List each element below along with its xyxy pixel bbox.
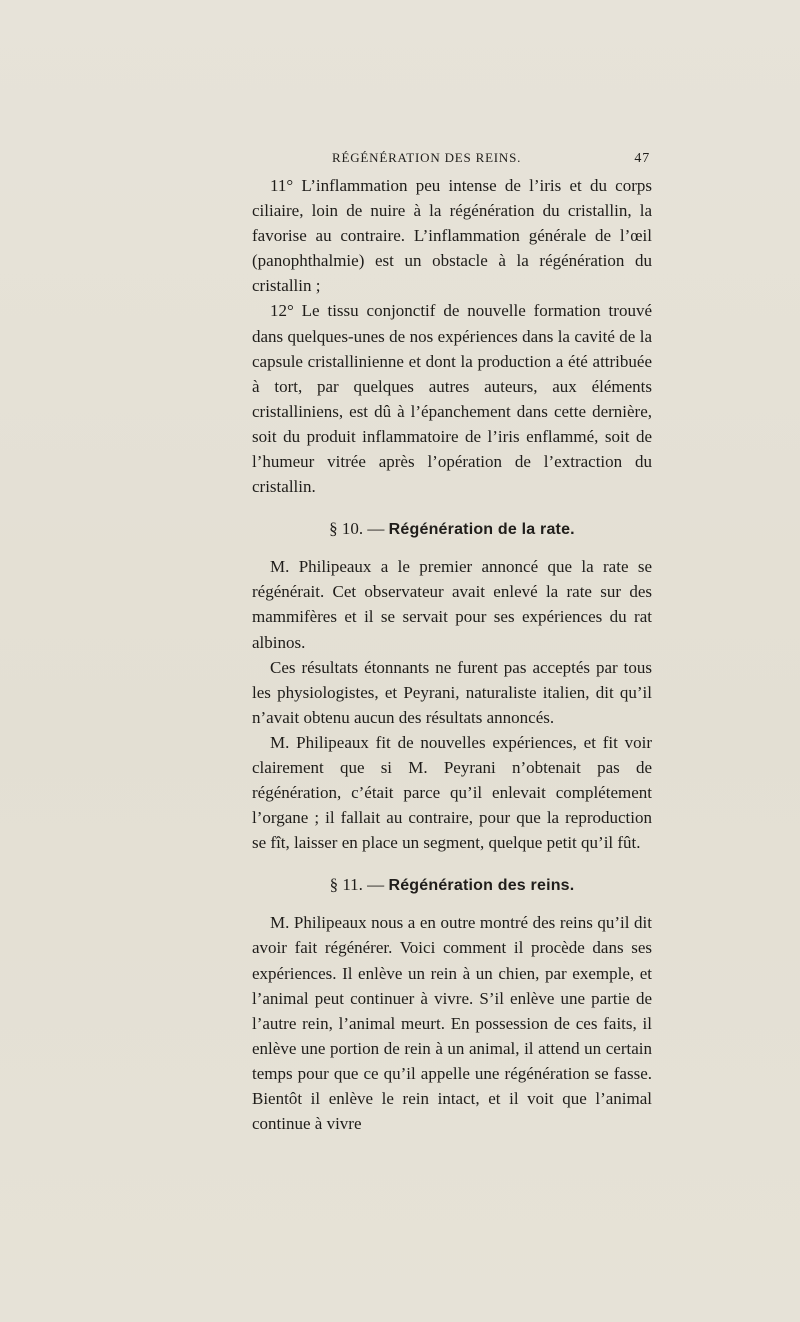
section-title: Régénération des reins. (388, 877, 575, 895)
page-number: 47 (634, 151, 650, 166)
running-head (252, 150, 652, 167)
running-title: RÉGÉNÉRATION DES REINS. (332, 150, 522, 165)
paragraph-conclusion-12: 12° Le tissu conjonctif de nouvelle formation trouvé dans quelques-unes de nos expériences dans la cavité de la capsule cristallinienne et dont la production a été attribuée à tort, par quelques autres auteurs, aux éléments cristalliniens, est dû à l’épanchement dans cette dernière, soit du produit inflammatoire de l’iris enflammé, soit de l’humeur vitrée après l’opération de l’extraction du cristallin. (252, 301, 652, 497)
text-block (252, 150, 652, 1136)
section-title: Régénération de la rate. (388, 521, 575, 539)
section-heading-reins (252, 873, 652, 898)
section-number: § 11. — (329, 875, 385, 895)
section-heading-rate (252, 517, 652, 542)
paragraph-rate-1: M. Philipeaux a le premier annoncé que la rate se régénérait. Cet observateur avait enlevé la rate sur des mammifères et il se servait pour ses expériences du rat albinos. (252, 557, 652, 652)
paragraph-conclusion-11: 11° L’inflammation peu intense de l’iris et du corps ciliaire, loin de nuire à la régénération du cristallin, la favorise au contraire. L’inflammation générale de l’œil (panophthalmie) est un obstacle à la régénération du cristallin ; (252, 176, 652, 296)
section-number: § 10. — (329, 519, 385, 539)
paragraph-reins-1: M. Philipeaux nous a en outre montré des reins qu’il dit avoir fait régénérer. Voici comment il procède dans ses expériences. Il enlève un rein à un chien, par exemple, et l’animal peut continuer à vivre. S’il enlève une partie de l’autre rein, l’animal meurt. En possession de ces faits, il enlève une portion de rein à un animal, il attend un certain temps pour que ce qu’il appelle une régénération se fasse. Bientôt il enlève le rein intact, et il voit que l’animal continue à vivre (252, 913, 652, 1134)
paragraph-rate-2: Ces résultats étonnants ne furent pas acceptés par tous les physiologistes, et Peyrani, naturaliste italien, dit qu’il n’avait obtenu aucun des résultats annoncés. (252, 657, 652, 727)
paragraph-rate-3: M. Philipeaux fit de nouvelles expériences, et fit voir clairement que si M. Peyrani n’obtenait pas de régénération, c’était parce qu’il enlevait complétement l’organe ; il fallait au contraire, pour que la reproduction se fît, laisser en place un segment, quelque petit qu’il fût. (252, 732, 652, 853)
